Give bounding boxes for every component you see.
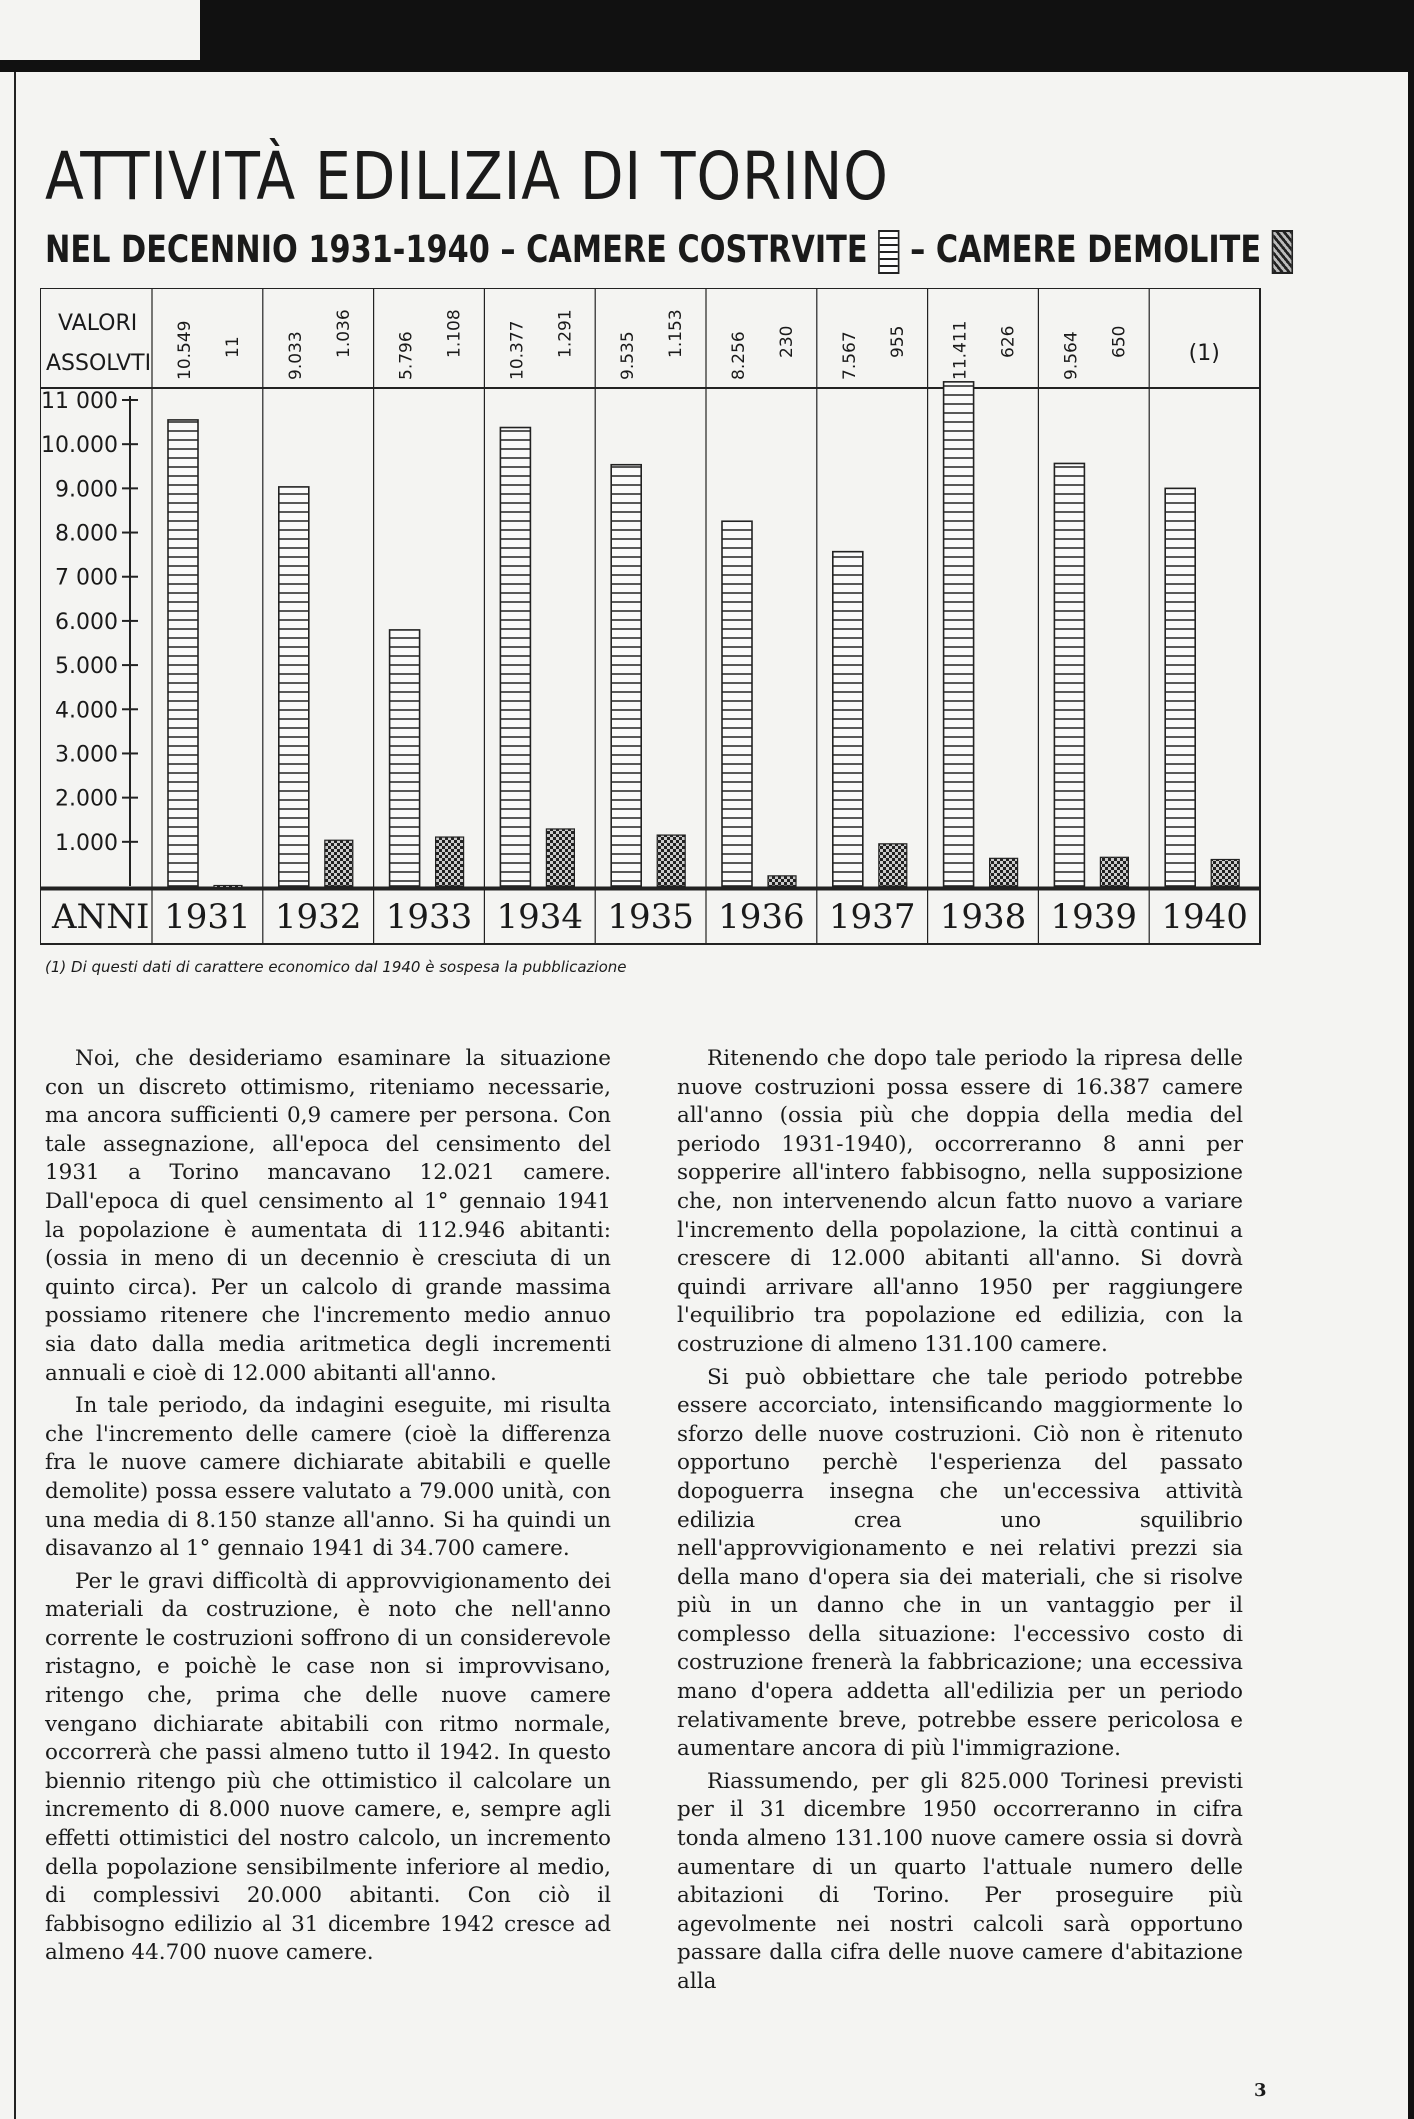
note-marker-1940: (1): [1188, 341, 1220, 366]
paragraph: Noi, che desideriamo esaminare la situazione con un discreto ottimismo, riteniamo necessarie, ma ancora sufficienti 0,9 camere per persona. Con tale assegnazione, all'epoca del censimento del 1931 a Torino mancavano 12.021 camere. Dall'epoca di quel censimento al 1° gennaio 1941 la popolazione è aumentata di 112.946 abitanti: (ossia in meno di un decennio è cresciuta di un quinto circa). Per un calcolo di grande massima possiamo ritenere che l'incremento medio annuo sia dato dalla media aritmetica degli incrementi annuali e cioè di 12.000 abitanti all'anno.: [45, 1046, 611, 1386]
text-column-right: [677, 1045, 1243, 2001]
bar-demolished: [546, 829, 574, 886]
x-tick-label: 1936: [718, 897, 805, 937]
bar-demolished: [436, 837, 464, 886]
legend-demolished-swatch: [1272, 230, 1293, 274]
legend-built-label: CAMERE COSTRVITE: [526, 228, 868, 271]
data-label-demolished: 955: [887, 325, 908, 358]
data-label-demolished: 650: [1109, 325, 1130, 358]
y-tick-label: 7 000: [55, 565, 118, 591]
header-label-2: ASSOLVTI: [46, 351, 152, 376]
bar-built: [390, 630, 420, 886]
paragraph: In tale periodo, da indagini eseguite, mi risulta che l'incremento delle camere (cioè la differenza fra le nuove camere dichiarate abitabili e quelle demolite) possa essere valutato a 79.000 unità, con una media di 8.150 stanze all'anno. Si ha quindi un disavanzo al 1° gennaio 1941 di 34.700 camere.: [45, 1393, 611, 1562]
x-tick-label: 1937: [828, 897, 916, 937]
x-tick-label: 1932: [274, 897, 362, 937]
bar-built: [611, 465, 641, 886]
data-label-demolished: 1.036: [333, 309, 354, 358]
bar-built: [279, 487, 309, 886]
bar-built: [168, 420, 198, 886]
x-tick-label: 1933: [385, 897, 473, 937]
chart-subtitle: NEL DECENNIO 1931-1940 – CAMERE COSTRVITE – CAMERE DEMOLITE: [45, 228, 1293, 274]
data-label-demolished: 1.291: [555, 309, 576, 358]
right-dark-border: [1408, 72, 1414, 2119]
y-tick-label: 5.000: [55, 654, 118, 680]
paragraph: Per le gravi difficoltà di approvvigionamento dei materiali da costruzione, è noto che nell'anno corrente le costruzioni soffrono di un considerevole ristagno, e poichè le case non si improvvisano, ritengo che, prima che delle nuove camere vengano dichiarate abitabili con ritmo normale, occorrerà che passi almeno tutto il 1942. In questo biennio ritengo più che ottimistico il calcolare un incremento di 8.000 nuove camere, e, sempre agli effetti ottimistici del nostro calcolo, un incremento della popolazione sensibilmente inferiore al medio, di complessivi 20.000 abitanti. Con ciò il fabbisogno edilizio al 31 dicembre 1942 cresce ad almeno 44.700 nuove camere.: [45, 1568, 611, 1966]
bar-built: [1054, 463, 1084, 886]
chart-footnote: (1) Di questi dati di carattere economico dal 1940 è sospesa la pubblicazione: [45, 958, 627, 976]
paragraph: Riassumendo, per gli 825.000 Torinesi previsti per il 31 dicembre 1950 occorreranno in cifra tonda almeno 131.100 nuove camere ossia si dovrà aumentare di un quarto l'attuale numero delle abitazioni di Torino. Per proseguire più agevolmente nei nostri calcoli sarà opportuno passare dalla cifra delle nuove camere d'abitazione alla: [677, 1768, 1243, 1994]
y-tick-label: 11 000: [41, 389, 118, 414]
data-label-demolished: 230: [777, 325, 797, 358]
bar-built: [500, 428, 530, 886]
bar-demolished: [325, 840, 353, 886]
top-border-notch: [0, 0, 200, 60]
bar-demolished: [214, 886, 242, 888]
legend-built-swatch: [878, 230, 899, 274]
x-tick-label: 1938: [939, 897, 1027, 937]
bar-built: [722, 521, 752, 886]
data-label-built: 9.535: [618, 331, 639, 380]
page-title: ATTIVITÀ EDILIZIA DI TORINO: [45, 138, 889, 215]
subtitle-decade: NEL DECENNIO 1931-1940: [45, 228, 490, 271]
data-label-demolished: 1.153: [666, 309, 687, 358]
y-tick-label: 6.000: [55, 609, 118, 635]
paragraph: Ritenendo che dopo tale periodo la ripresa delle nuove costruzioni possa essere di 16.387 camere all'anno (ossia più che doppia della media del periodo 1931-1940), occorreranno 8 anni per sopperire all'intero fabbisogno, nella supposizione che, non intervenendo alcun fatto nuovo a variare l'incremento della popolazione, la città continui a crescere di 12.000 abitanti all'anno. Si dovrà quindi arrivare all'anno 1950 per raggiungere l'equilibrio tra popolazione ed edilizia, con la costruzione di almeno 131.100 camere.: [677, 1046, 1243, 1357]
data-label-demolished: 11: [223, 336, 243, 358]
y-tick-label: 9.000: [55, 477, 118, 503]
bar-chart: [40, 288, 1262, 948]
data-label-built: 9.033: [285, 331, 306, 380]
x-tick-label: 1934: [496, 897, 584, 937]
y-tick-label: 2.000: [55, 786, 118, 812]
bar-demolished: [990, 858, 1018, 886]
legend-demolished-label: CAMERE DEMOLITE: [935, 228, 1262, 271]
x-tick-label: 1939: [1050, 897, 1138, 937]
y-tick-label: 8.000: [55, 521, 118, 547]
bar-demolished: [657, 835, 685, 886]
x-tick-label: 1940: [1161, 897, 1248, 937]
x-tick-label: 1935: [607, 897, 694, 937]
data-label-built: 8.256: [729, 331, 749, 380]
data-label-demolished: 1.108: [444, 309, 465, 358]
data-label-demolished: 626: [998, 325, 1019, 358]
bar-demolished: [768, 876, 796, 886]
data-label-built: 10.549: [175, 320, 195, 380]
y-tick-label: 10.000: [41, 433, 118, 459]
bar-demolished: [879, 844, 907, 886]
bar-built: [1165, 488, 1195, 886]
data-label-built: 9.564: [1061, 331, 1082, 380]
x-tick-label: 1931: [164, 897, 251, 937]
y-tick-label: 3.000: [55, 742, 118, 768]
top-dark-border: [0, 0, 1414, 72]
x-axis-label: ANNI: [52, 897, 150, 937]
paragraph: Si può obbiettare che tale periodo potrebbe essere accorciato, intensificando maggiormente lo sforzo delle nuove costruzioni. Ciò non è ritenuto opportuno perchè l'esperienza del passato dopoguerra insegna che un'eccessiva attività edilizia crea uno squilibrio nell'approvvigionamento e nei relativi prezzi sia della mano d'opera sia dei materiali, che si risolve più in un danno che in un vantaggio per il complesso della situazione: l'eccessivo costo di costruzione frenerà la fabbricazione; una eccessiva mano d'opera addetta all'edilizia per un periodo relativamente breve, potrebbe essere pericolosa e aumentare ancora di più l'immigrazione.: [677, 1364, 1243, 1762]
text-column-left: [45, 1045, 611, 1972]
data-label-built: 7.567: [839, 331, 860, 380]
bar-demolished: [1100, 857, 1128, 886]
bar-demolished: [1211, 859, 1239, 886]
bar-built: [944, 382, 974, 886]
header-label-1: VALORI: [58, 311, 138, 336]
data-label-built: 10.377: [507, 320, 528, 380]
data-label-built: 5.796: [396, 331, 417, 380]
y-tick-label: 1.000: [55, 830, 118, 856]
page-number: 3: [1254, 2080, 1267, 2101]
data-label-built: 11.411: [950, 320, 971, 380]
bar-built: [833, 552, 863, 886]
y-tick-label: 4.000: [55, 698, 118, 724]
